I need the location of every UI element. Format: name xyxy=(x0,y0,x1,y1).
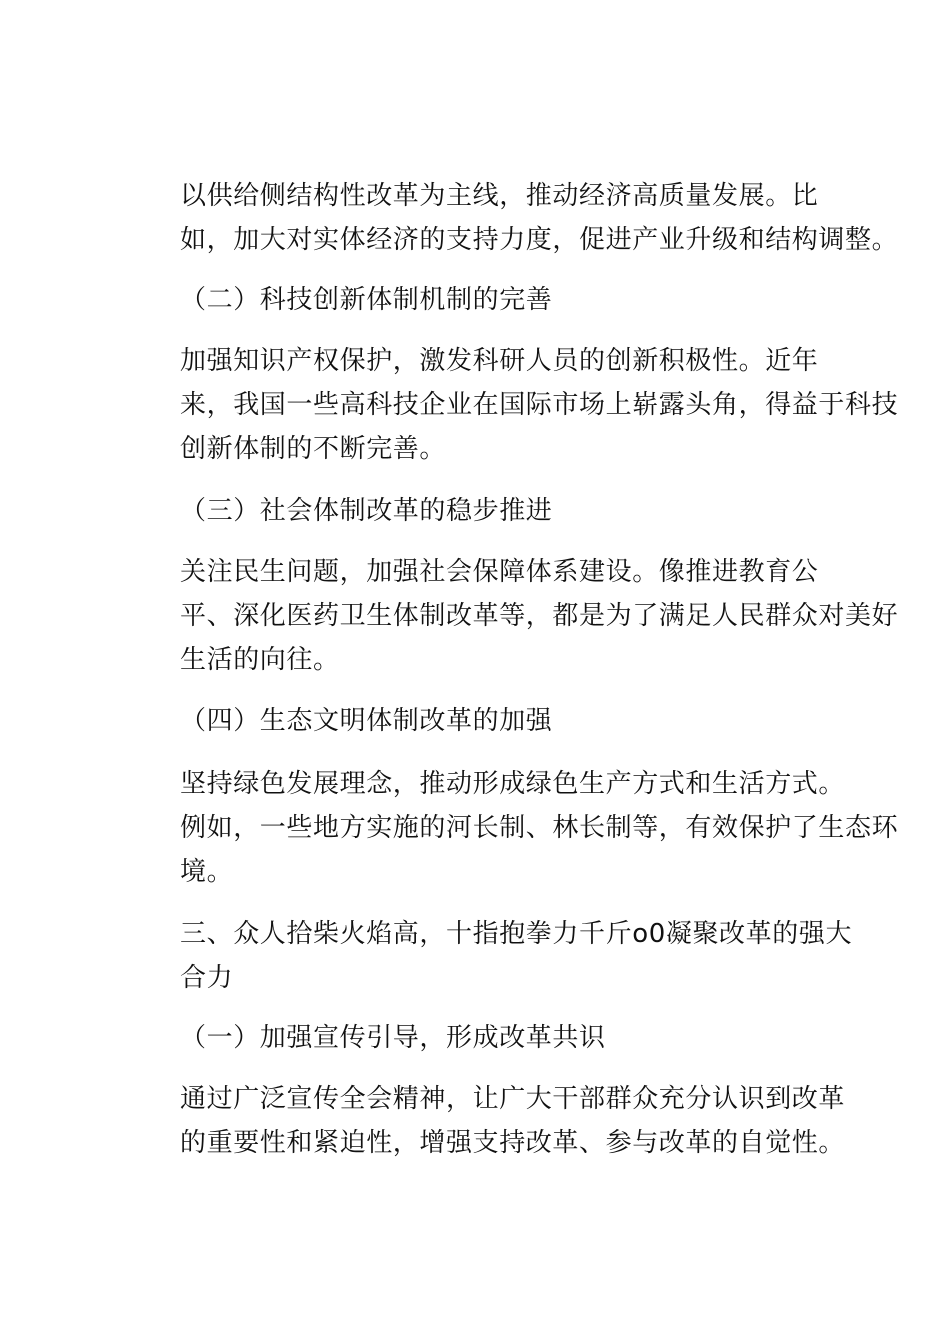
text-line: 坚持绿色发展理念，推动形成绿色生产方式和生活方式。 xyxy=(180,769,846,799)
text-line: 生活的向往。 xyxy=(180,645,340,675)
heading-text: （一）加强宣传引导，形成改革共识 xyxy=(180,1023,606,1053)
section-heading-three xyxy=(128,912,853,1000)
text-line: 通过广泛宣传全会精神，让广大干部群众充分认识到改革 xyxy=(180,1084,846,1114)
text-line: 例如，一些地方实施的河长制、林长制等，有效保护了生态环 xyxy=(180,813,899,843)
heading-text: （三）社会体制改革的稳步推进 xyxy=(180,496,553,526)
text-line: 如，加大对实体经济的支持力度，促进产业升级和结构调整。 xyxy=(180,225,899,255)
paragraph-social-reform xyxy=(128,550,899,682)
text-line: 以供给侧结构性改革为主线，推动经济高质量发展。比 xyxy=(180,181,819,211)
heading-text: （二）科技创新体制机制的完善 xyxy=(180,285,553,315)
text-line: 创新体制的不断完善。 xyxy=(180,434,447,464)
paragraph-publicity-guidance xyxy=(128,1077,846,1165)
text-line: 关注民生问题，加强社会保障体系建设。像推进教育公 xyxy=(180,557,819,587)
heading-text: 合力 xyxy=(180,963,234,993)
text-line: 的重要性和紧迫性，增强支持改革、参与改革的自觉性。 xyxy=(180,1128,846,1158)
text-line: 来，我国一些高科技企业在国际市场上崭露头角，得益于科技 xyxy=(180,390,899,420)
heading-publicity-guidance xyxy=(128,1016,834,1060)
heading-tech-innovation xyxy=(128,278,834,322)
paragraph-tech-innovation xyxy=(128,339,899,471)
text-line: 境。 xyxy=(180,857,234,887)
paragraph-ecological-reform xyxy=(128,762,899,894)
heading-ecological-reform xyxy=(128,699,834,743)
heading-text: 三、众人拾柴火焰高，十指抱拳力千斤o0凝聚改革的强大 xyxy=(180,919,853,949)
heading-social-reform xyxy=(128,489,834,533)
text-line: 加强知识产权保护，激发科研人员的创新积极性。近年 xyxy=(180,346,819,376)
paragraph-economic-reform xyxy=(128,174,899,262)
text-line: 平、深化医药卫生体制改革等，都是为了满足人民群众对美好 xyxy=(180,601,899,631)
heading-text: （四）生态文明体制改革的加强 xyxy=(180,706,553,736)
